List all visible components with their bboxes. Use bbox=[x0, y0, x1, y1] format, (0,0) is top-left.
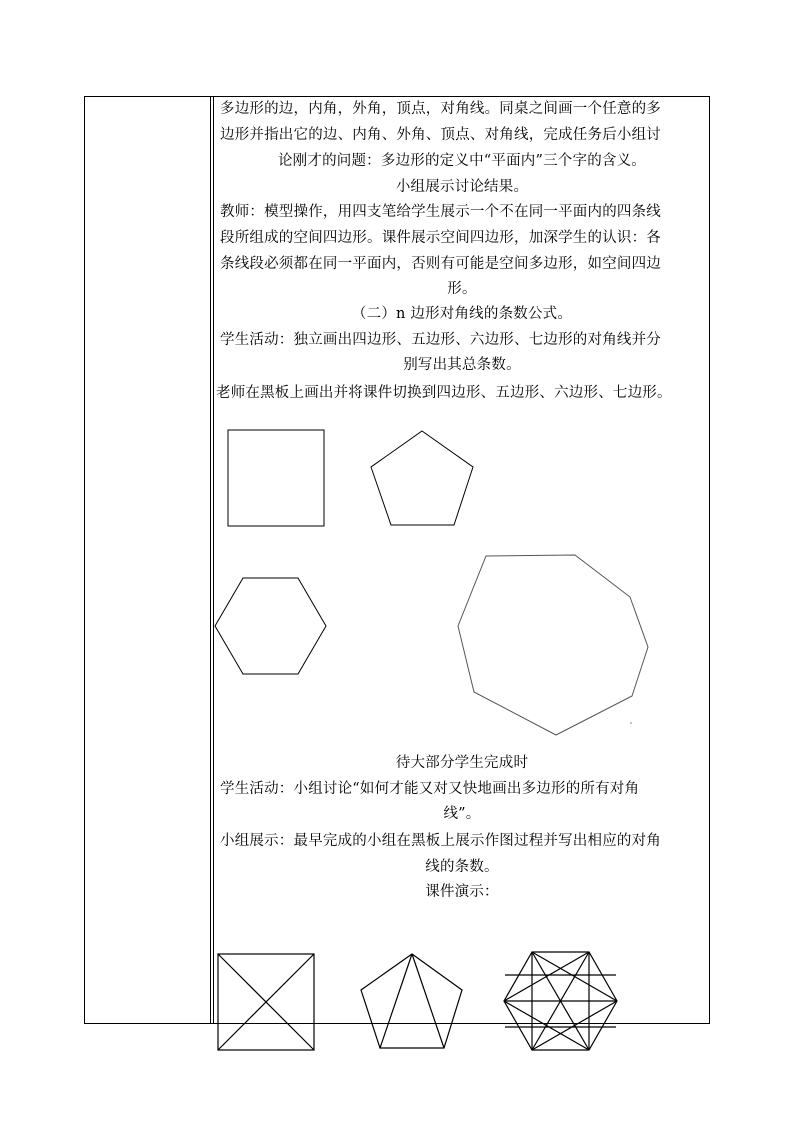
text-line: 段所组成的空间四边形。课件展示空间四边形，加深学生的认识：各 bbox=[220, 230, 661, 246]
text-line: 课件演示： bbox=[425, 884, 499, 900]
text-line: 形。 bbox=[447, 281, 477, 297]
text-line: 论刚才的问题：多边形的定义中“平面内”三个字的含义。 bbox=[277, 153, 647, 169]
text-line: 小组展示：最早完成的小组在黑板上展示作图过程并写出相应的对角 bbox=[220, 833, 661, 849]
text-line: 线的条数。 bbox=[425, 859, 499, 875]
text-line: 教师：模型操作，用四支笔给学生展示一个不在同一平面内的四条线 bbox=[220, 204, 661, 220]
text-line: 学生活动：独立画出四边形、五边形、六边形、七边形的对角线并分 bbox=[220, 332, 661, 348]
text-line: 线”。 bbox=[443, 806, 481, 822]
text-line: 小组展示讨论结果。 bbox=[395, 179, 529, 195]
column-divider bbox=[210, 96, 211, 1024]
text-line: 条线段必须都在同一平面内，否则有可能是空间多边形，如空间四边 bbox=[220, 256, 661, 272]
text-line: 边形并指出它的边、内角、外角、顶点、对角线，完成任务后小组讨 bbox=[220, 127, 661, 143]
text-line: 多边形的边，内角，外角，顶点，对角线。同桌之间画一个任意的多 bbox=[220, 101, 661, 117]
text-line: 别写出其总条数。 bbox=[403, 357, 521, 373]
text-line: 待大部分学生完成时 bbox=[395, 755, 529, 771]
text-line: 学生活动：小组讨论“如何才能又对又快地画出多边形的所有对角 bbox=[220, 781, 640, 797]
text-line: 老师在黑板上画出并将课件切换到四边形、五边形、六边形、七边形。 bbox=[216, 385, 672, 401]
section-heading: （二）n 边形对角线的条数公式。 bbox=[351, 306, 573, 322]
